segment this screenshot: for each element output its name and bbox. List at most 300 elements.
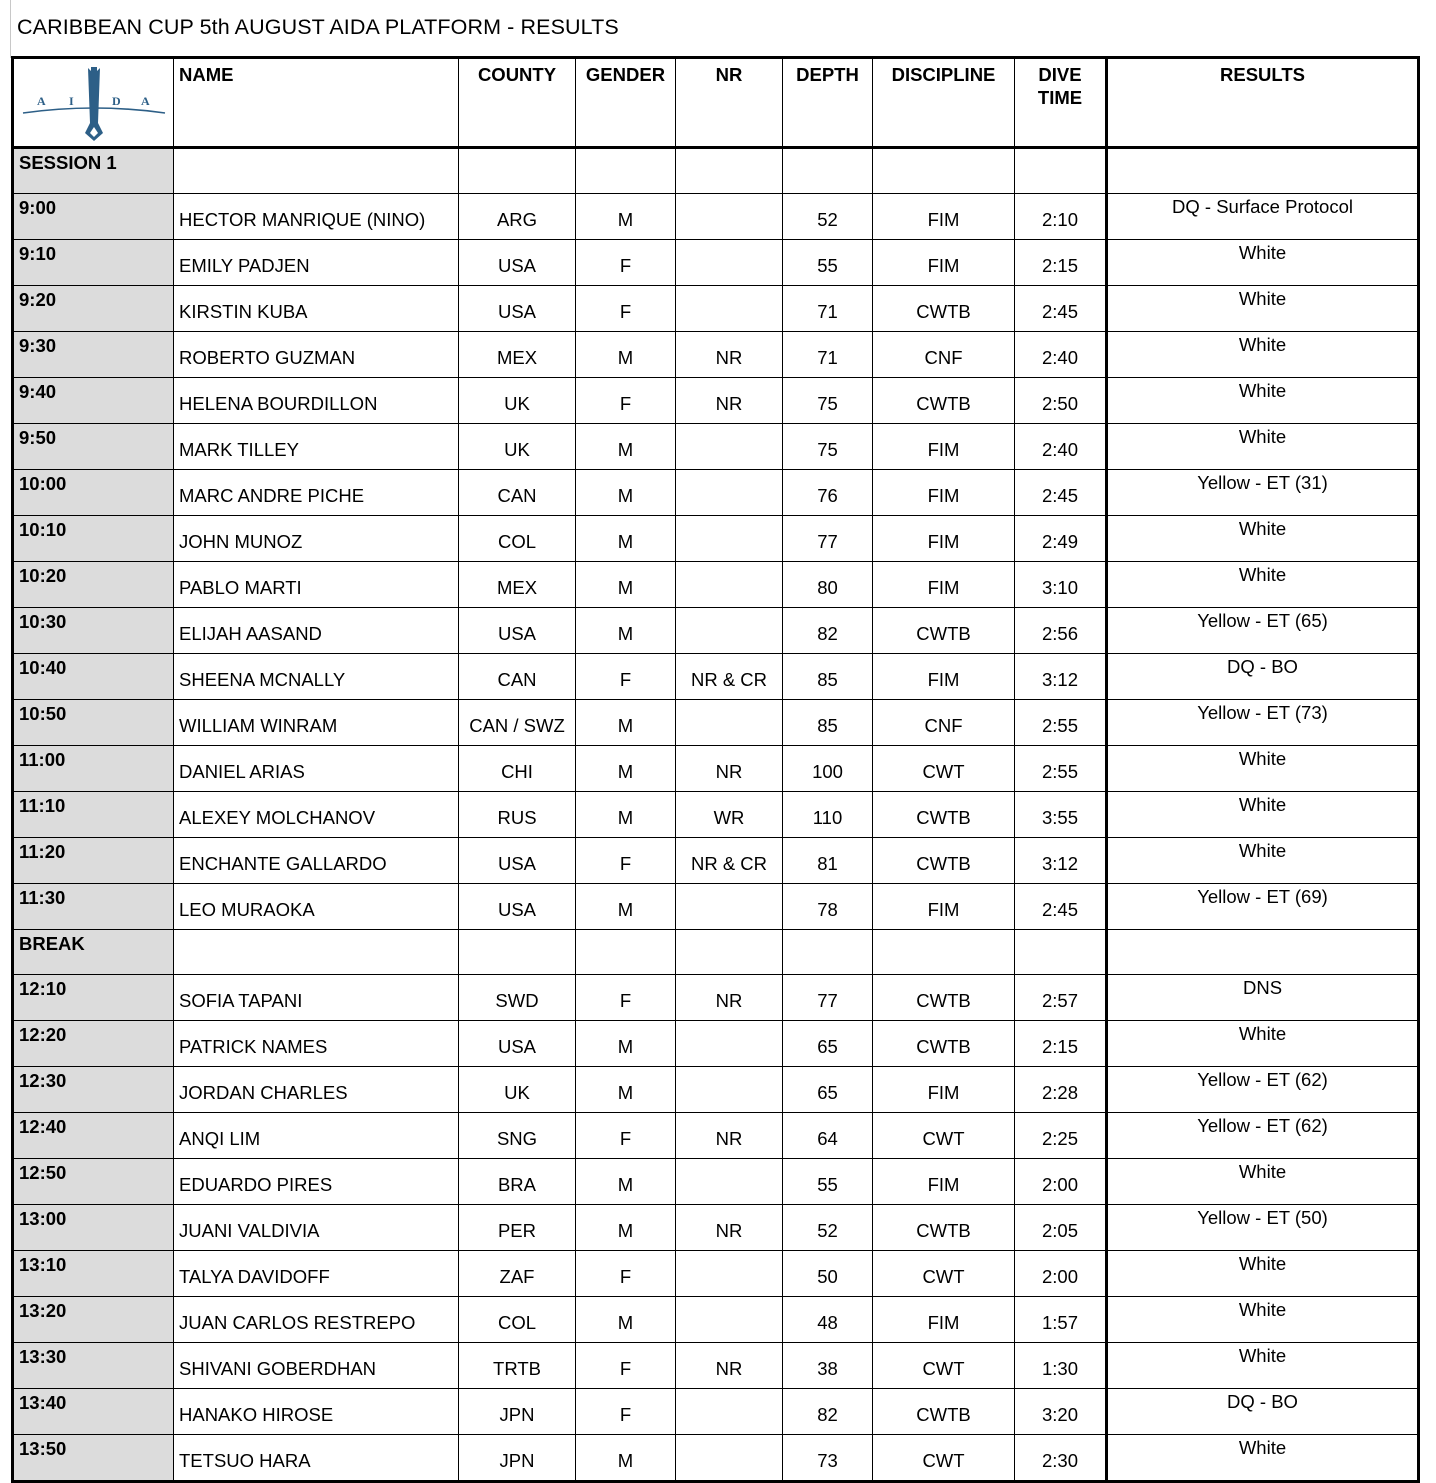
cell-result [1107, 930, 1419, 975]
cell-result: White [1107, 516, 1419, 562]
header-name: NAME [174, 58, 459, 148]
cell-dive-time: 3:10 [1015, 562, 1107, 608]
cell-result: White [1107, 332, 1419, 378]
table-row [13, 194, 1419, 240]
cell-nr [676, 562, 783, 608]
header-depth: DEPTH [783, 58, 873, 148]
cell-county: CAN [459, 470, 576, 516]
cell-depth: 64 [783, 1113, 873, 1159]
table-row [13, 608, 1419, 654]
cell-name: MARC ANDRE PICHE [174, 470, 459, 516]
logo-letter: A [36, 93, 46, 108]
cell-gender: M [576, 1297, 676, 1343]
cell-name: ANQI LIM [174, 1113, 459, 1159]
cell-result: DNS [1107, 975, 1419, 1021]
cell-county: BRA [459, 1159, 576, 1205]
cell-depth: 65 [783, 1067, 873, 1113]
cell-name [174, 930, 459, 975]
header-dive-time-line-1: DIVE [1038, 64, 1082, 85]
cell-county: CAN [459, 654, 576, 700]
cell-county: ARG [459, 194, 576, 240]
cell-depth: 76 [783, 470, 873, 516]
cell-depth: 75 [783, 424, 873, 470]
cell-depth [783, 930, 873, 975]
cell-result: White [1107, 286, 1419, 332]
cell-discipline: FIM [873, 424, 1015, 470]
header-county: COUNTY [459, 58, 576, 148]
cell-nr: NR & CR [676, 654, 783, 700]
cell-gender: F [576, 240, 676, 286]
cell-name: TETSUO HARA [174, 1435, 459, 1482]
cell-dive-time: 3:20 [1015, 1389, 1107, 1435]
logo-letter: D [111, 93, 121, 108]
cell-name: DANIEL ARIAS [174, 746, 459, 792]
session-label: SESSION 1 [13, 148, 174, 194]
session-label: BREAK [13, 930, 174, 975]
cell-time: 12:20 [13, 1021, 174, 1067]
cell-time: 11:00 [13, 746, 174, 792]
cell-county: USA [459, 884, 576, 930]
cell-nr [676, 194, 783, 240]
cell-county: USA [459, 838, 576, 884]
cell-county: USA [459, 1021, 576, 1067]
cell-nr [676, 516, 783, 562]
header-dive-time [1015, 58, 1107, 148]
cell-time: 9:20 [13, 286, 174, 332]
cell-nr [676, 1251, 783, 1297]
cell-gender: M [576, 1205, 676, 1251]
cell-name: TALYA DAVIDOFF [174, 1251, 459, 1297]
cell-nr [676, 424, 783, 470]
cell-time: 13:50 [13, 1435, 174, 1482]
cell-gender: F [576, 1113, 676, 1159]
cell-depth: 52 [783, 194, 873, 240]
cell-time: 12:50 [13, 1159, 174, 1205]
cell-depth: 81 [783, 838, 873, 884]
cell-nr: NR [676, 1113, 783, 1159]
cell-dive-time: 2:50 [1015, 378, 1107, 424]
cell-result: Yellow - ET (62) [1107, 1067, 1419, 1113]
cell-nr [676, 286, 783, 332]
cell-nr [676, 1435, 783, 1482]
header-results: RESULTS [1107, 58, 1419, 148]
cell-discipline: FIM [873, 194, 1015, 240]
cell-county: UK [459, 378, 576, 424]
cell-time: 10:10 [13, 516, 174, 562]
cell-dive-time: 2:30 [1015, 1435, 1107, 1482]
cell-time: 13:40 [13, 1389, 174, 1435]
cell-dive-time: 2:55 [1015, 700, 1107, 746]
cell-time: 13:00 [13, 1205, 174, 1251]
cell-time: 9:00 [13, 194, 174, 240]
cell-name: HECTOR MANRIQUE (NINO) [174, 194, 459, 240]
cell-discipline: CNF [873, 332, 1015, 378]
table-row [13, 562, 1419, 608]
cell-time: 10:20 [13, 562, 174, 608]
cell-name: JUAN CARLOS RESTREPO [174, 1297, 459, 1343]
cell-name: SOFIA TAPANI [174, 975, 459, 1021]
cell-gender: M [576, 1067, 676, 1113]
cell-dive-time: 2:05 [1015, 1205, 1107, 1251]
cell-name: EDUARDO PIRES [174, 1159, 459, 1205]
cell-nr: NR [676, 1343, 783, 1389]
cell-depth: 50 [783, 1251, 873, 1297]
logo-letter: A [140, 93, 150, 108]
cell-nr [676, 1021, 783, 1067]
table-row [13, 1113, 1419, 1159]
cell-discipline: CWT [873, 1435, 1015, 1482]
cell-depth: 71 [783, 286, 873, 332]
cell-dive-time: 2:45 [1015, 884, 1107, 930]
cell-time: 11:30 [13, 884, 174, 930]
cell-discipline: CWTB [873, 286, 1015, 332]
cell-time: 11:10 [13, 792, 174, 838]
table-row [13, 838, 1419, 884]
cell-depth: 77 [783, 975, 873, 1021]
cell-depth: 82 [783, 608, 873, 654]
cell-depth: 75 [783, 378, 873, 424]
table-row [13, 1251, 1419, 1297]
session-label-row [13, 148, 1419, 194]
table-row [13, 1067, 1419, 1113]
cell-county: JPN [459, 1435, 576, 1482]
cell-time: 9:50 [13, 424, 174, 470]
cell-time: 9:10 [13, 240, 174, 286]
cell-time: 10:50 [13, 700, 174, 746]
cell-nr: NR & CR [676, 838, 783, 884]
cell-gender: M [576, 746, 676, 792]
cell-nr: NR [676, 332, 783, 378]
cell-county: SWD [459, 975, 576, 1021]
cell-discipline: CWTB [873, 1021, 1015, 1067]
cell-dive-time: 2:15 [1015, 240, 1107, 286]
cell-discipline: FIM [873, 562, 1015, 608]
cell-discipline: CWT [873, 1251, 1015, 1297]
cell-discipline: CWTB [873, 975, 1015, 1021]
cell-time: 10:00 [13, 470, 174, 516]
cell-county: JPN [459, 1389, 576, 1435]
cell-discipline: CWTB [873, 608, 1015, 654]
cell-county [459, 930, 576, 975]
cell-result: Yellow - ET (50) [1107, 1205, 1419, 1251]
cell-depth: 80 [783, 562, 873, 608]
cell-gender: F [576, 1251, 676, 1297]
cell-gender: M [576, 470, 676, 516]
cell-nr [676, 930, 783, 975]
cell-depth: 85 [783, 654, 873, 700]
cell-nr [676, 470, 783, 516]
cell-county: RUS [459, 792, 576, 838]
cell-time: 12:40 [13, 1113, 174, 1159]
cell-result: White [1107, 562, 1419, 608]
cell-result: White [1107, 746, 1419, 792]
cell-gender: F [576, 1389, 676, 1435]
cell-result: DQ - Surface Protocol [1107, 194, 1419, 240]
table-row [13, 1343, 1419, 1389]
table-row [13, 654, 1419, 700]
cell-name: SHIVANI GOBERDHAN [174, 1343, 459, 1389]
cell-name: LEO MURAOKA [174, 884, 459, 930]
cell-gender: M [576, 562, 676, 608]
header-dive-time-line-2: TIME [1037, 87, 1083, 108]
cell-nr: NR [676, 975, 783, 1021]
cell-result: White [1107, 378, 1419, 424]
cell-depth: 52 [783, 1205, 873, 1251]
cell-depth: 55 [783, 1159, 873, 1205]
cell-discipline: FIM [873, 654, 1015, 700]
cell-result [1107, 148, 1419, 194]
cell-county: USA [459, 608, 576, 654]
cell-depth: 48 [783, 1297, 873, 1343]
cell-discipline: CNF [873, 700, 1015, 746]
cell-county: UK [459, 424, 576, 470]
aida-freediver-logo-icon [19, 63, 169, 143]
cell-dive-time: 3:55 [1015, 792, 1107, 838]
cell-county: PER [459, 1205, 576, 1251]
cell-name: WILLIAM WINRAM [174, 700, 459, 746]
cell-name: ALEXEY MOLCHANOV [174, 792, 459, 838]
cell-gender: M [576, 792, 676, 838]
cell-county: COL [459, 516, 576, 562]
cell-dive-time [1015, 148, 1107, 194]
cell-gender: M [576, 1159, 676, 1205]
cell-county: USA [459, 286, 576, 332]
cell-dive-time: 1:30 [1015, 1343, 1107, 1389]
cell-result: White [1107, 1343, 1419, 1389]
cell-dive-time: 2:49 [1015, 516, 1107, 562]
cell-name: MARK TILLEY [174, 424, 459, 470]
cell-discipline [873, 930, 1015, 975]
cell-nr [676, 1159, 783, 1205]
cell-nr [676, 1067, 783, 1113]
cell-gender: M [576, 1021, 676, 1067]
cell-dive-time: 2:28 [1015, 1067, 1107, 1113]
cell-dive-time: 2:57 [1015, 975, 1107, 1021]
cell-time: 12:10 [13, 975, 174, 1021]
cell-time: 9:40 [13, 378, 174, 424]
cell-discipline: CWTB [873, 838, 1015, 884]
cell-gender: F [576, 1343, 676, 1389]
cell-dive-time: 2:15 [1015, 1021, 1107, 1067]
cell-dive-time: 1:57 [1015, 1297, 1107, 1343]
cell-county [459, 148, 576, 194]
table-row [13, 1159, 1419, 1205]
table-row [13, 240, 1419, 286]
cell-time: 9:30 [13, 332, 174, 378]
table-row [13, 286, 1419, 332]
cell-nr [676, 884, 783, 930]
cell-gender: M [576, 516, 676, 562]
aida-logo [14, 63, 173, 143]
table-row [13, 332, 1419, 378]
cell-time: 10:40 [13, 654, 174, 700]
table-row [13, 424, 1419, 470]
cell-name: HANAKO HIROSE [174, 1389, 459, 1435]
header-nr: NR [676, 58, 783, 148]
cell-discipline: FIM [873, 884, 1015, 930]
table-row [13, 1435, 1419, 1482]
cell-name [174, 148, 459, 194]
cell-discipline: FIM [873, 516, 1015, 562]
cell-depth [783, 148, 873, 194]
cell-name: JUANI VALDIVIA [174, 1205, 459, 1251]
cell-discipline: CWT [873, 746, 1015, 792]
logo-cell [13, 58, 174, 148]
cell-discipline: FIM [873, 470, 1015, 516]
cell-result: DQ - BO [1107, 654, 1419, 700]
cell-name: EMILY PADJEN [174, 240, 459, 286]
document-title: CARIBBEAN CUP 5th AUGUST AIDA PLATFORM - RESULTS [17, 15, 619, 39]
cell-name: ENCHANTE GALLARDO [174, 838, 459, 884]
cell-gender: M [576, 1435, 676, 1482]
cell-gender: F [576, 838, 676, 884]
cell-depth: 77 [783, 516, 873, 562]
cell-nr [676, 608, 783, 654]
cell-depth: 110 [783, 792, 873, 838]
cell-time: 10:30 [13, 608, 174, 654]
cell-result: White [1107, 240, 1419, 286]
cell-dive-time: 2:55 [1015, 746, 1107, 792]
cell-gender [576, 148, 676, 194]
cell-gender: F [576, 654, 676, 700]
cell-discipline: CWT [873, 1343, 1015, 1389]
cell-result: White [1107, 1021, 1419, 1067]
cell-county: CAN / SWZ [459, 700, 576, 746]
table-row [13, 884, 1419, 930]
cell-nr: NR [676, 746, 783, 792]
cell-result: White [1107, 1159, 1419, 1205]
cell-county: USA [459, 240, 576, 286]
cell-nr [676, 700, 783, 746]
table-row [13, 1297, 1419, 1343]
table-row [13, 746, 1419, 792]
cell-county: ZAF [459, 1251, 576, 1297]
results-table-body [13, 58, 1419, 1482]
cell-name: HELENA BOURDILLON [174, 378, 459, 424]
table-row [13, 470, 1419, 516]
cell-name: SHEENA MCNALLY [174, 654, 459, 700]
cell-discipline: FIM [873, 240, 1015, 286]
cell-gender: M [576, 608, 676, 654]
cell-result: White [1107, 1297, 1419, 1343]
cell-name: KIRSTIN KUBA [174, 286, 459, 332]
cell-dive-time [1015, 930, 1107, 975]
cell-depth: 73 [783, 1435, 873, 1482]
cell-gender: M [576, 700, 676, 746]
cell-time: 12:30 [13, 1067, 174, 1113]
cell-county: SNG [459, 1113, 576, 1159]
cell-result: White [1107, 1435, 1419, 1482]
cell-discipline: FIM [873, 1159, 1015, 1205]
table-row [13, 792, 1419, 838]
cell-dive-time: 2:56 [1015, 608, 1107, 654]
cell-name: JOHN MUNOZ [174, 516, 459, 562]
cell-result: White [1107, 838, 1419, 884]
table-row [13, 975, 1419, 1021]
cell-dive-time: 2:40 [1015, 424, 1107, 470]
cell-time: 13:10 [13, 1251, 174, 1297]
cell-dive-time: 2:10 [1015, 194, 1107, 240]
cell-depth: 65 [783, 1021, 873, 1067]
cell-gender: M [576, 194, 676, 240]
table-row [13, 1389, 1419, 1435]
cell-dive-time: 3:12 [1015, 838, 1107, 884]
cell-county: CHI [459, 746, 576, 792]
cell-dive-time: 2:45 [1015, 470, 1107, 516]
table-row [13, 516, 1419, 562]
cell-time: 13:30 [13, 1343, 174, 1389]
cell-discipline: FIM [873, 1067, 1015, 1113]
cell-time: 13:20 [13, 1297, 174, 1343]
cell-result: White [1107, 424, 1419, 470]
cell-discipline: CWTB [873, 378, 1015, 424]
cell-dive-time: 2:40 [1015, 332, 1107, 378]
cell-name: PABLO MARTI [174, 562, 459, 608]
cell-discipline: CWTB [873, 1389, 1015, 1435]
table-row [13, 1021, 1419, 1067]
cell-gender: M [576, 884, 676, 930]
cell-nr: WR [676, 792, 783, 838]
cell-result: Yellow - ET (69) [1107, 884, 1419, 930]
session-label-row [13, 930, 1419, 975]
cell-name: PATRICK NAMES [174, 1021, 459, 1067]
cell-gender: M [576, 332, 676, 378]
cell-county: COL [459, 1297, 576, 1343]
cell-gender: M [576, 424, 676, 470]
cell-result: White [1107, 792, 1419, 838]
cell-dive-time: 2:45 [1015, 286, 1107, 332]
cell-nr: NR [676, 1205, 783, 1251]
cell-gender: F [576, 378, 676, 424]
cell-nr: NR [676, 378, 783, 424]
cell-depth: 85 [783, 700, 873, 746]
cell-discipline: CWT [873, 1113, 1015, 1159]
cell-nr [676, 1389, 783, 1435]
cell-dive-time: 2:00 [1015, 1251, 1107, 1297]
cell-nr [676, 1297, 783, 1343]
cell-county: MEX [459, 332, 576, 378]
cell-dive-time: 2:00 [1015, 1159, 1107, 1205]
cell-depth: 55 [783, 240, 873, 286]
table-row [13, 378, 1419, 424]
table-row [13, 1205, 1419, 1251]
cell-dive-time: 3:12 [1015, 654, 1107, 700]
cell-depth: 82 [783, 1389, 873, 1435]
cell-depth: 100 [783, 746, 873, 792]
cell-discipline: FIM [873, 1297, 1015, 1343]
cell-depth: 38 [783, 1343, 873, 1389]
header-gender: GENDER [576, 58, 676, 148]
header-row [13, 58, 1419, 148]
cell-gender [576, 930, 676, 975]
cell-name: JORDAN CHARLES [174, 1067, 459, 1113]
cell-name: ROBERTO GUZMAN [174, 332, 459, 378]
cell-result: DQ - BO [1107, 1389, 1419, 1435]
cell-discipline: CWTB [873, 792, 1015, 838]
cell-county: TRTB [459, 1343, 576, 1389]
cell-gender: F [576, 975, 676, 1021]
cell-depth: 78 [783, 884, 873, 930]
cell-result: Yellow - ET (62) [1107, 1113, 1419, 1159]
logo-letter: I [68, 93, 74, 108]
cell-result: Yellow - ET (31) [1107, 470, 1419, 516]
cell-nr [676, 148, 783, 194]
cell-discipline [873, 148, 1015, 194]
page-left-rule [10, 0, 11, 58]
cell-nr [676, 240, 783, 286]
results-table [11, 56, 1420, 1483]
cell-county: UK [459, 1067, 576, 1113]
